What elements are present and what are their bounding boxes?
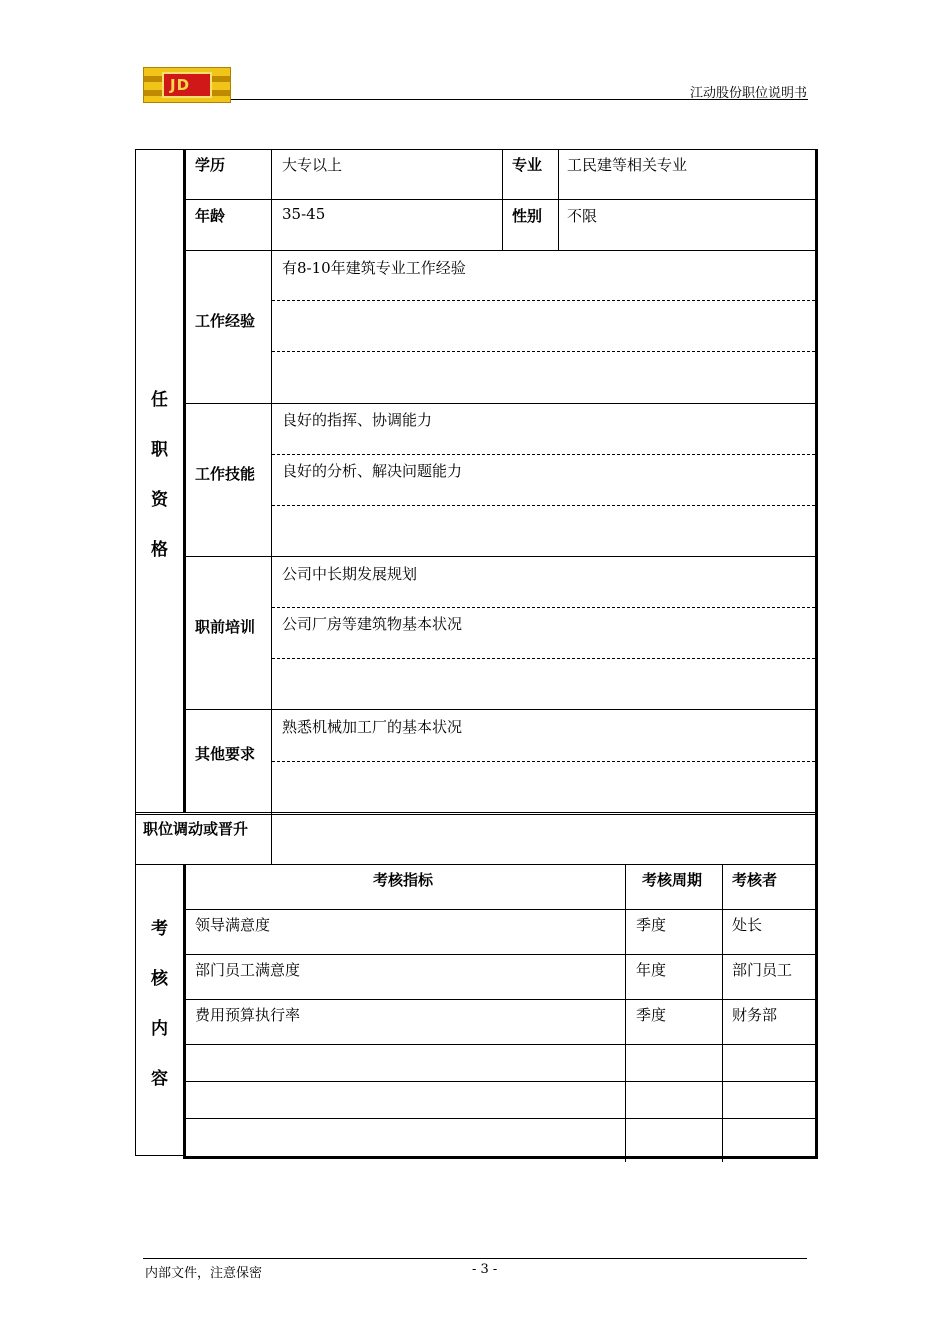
footer-note: 内部文件，注意保密 <box>145 1266 263 1281</box>
header-title: 江动股份职位说明书 <box>689 86 807 101</box>
table-cell-assessor: 部门员工 <box>732 961 793 979</box>
major-value: 工民建等相关专业 <box>567 156 688 174</box>
training-label: 职前培训 <box>195 618 256 636</box>
header-cycle: 考核周期 <box>642 871 703 889</box>
section-char: 任 <box>151 390 168 410</box>
table-cell-assessor: 财务部 <box>732 1006 778 1024</box>
section-char: 容 <box>151 1069 168 1089</box>
table-cell-cycle: 年度 <box>636 961 667 979</box>
skills-line: 良好的指挥、协调能力 <box>282 411 433 429</box>
company-logo <box>143 67 231 103</box>
gender-value: 不限 <box>567 207 598 225</box>
major-label: 专业 <box>512 156 543 174</box>
experience-label: 工作经验 <box>195 312 256 330</box>
education-label: 学历 <box>195 156 226 174</box>
section-char: 考 <box>151 919 168 939</box>
section-char: 内 <box>151 1019 168 1039</box>
experience-line: 有8-10年建筑专业工作经验 <box>282 259 466 277</box>
section-char: 核 <box>151 969 168 989</box>
other-label: 其他要求 <box>195 745 256 763</box>
age-value: 35-45 <box>282 205 326 223</box>
page-number: - 3 - <box>472 1262 498 1277</box>
footer-rule <box>143 1258 807 1259</box>
age-label: 年龄 <box>195 207 226 225</box>
table-cell-cycle: 季度 <box>636 916 667 934</box>
table-cell-assessor: 处长 <box>732 916 763 934</box>
header-assessor: 考核者 <box>732 871 778 889</box>
table-cell-indicator: 费用预算执行率 <box>195 1006 301 1024</box>
table-cell-indicator: 领导满意度 <box>195 916 271 934</box>
header-indicator: 考核指标 <box>373 871 434 889</box>
table-cell-cycle: 季度 <box>636 1006 667 1024</box>
training-line: 公司厂房等建筑物基本状况 <box>282 615 463 633</box>
training-line: 公司中长期发展规划 <box>282 565 418 583</box>
skills-line: 良好的分析、解决问题能力 <box>282 462 463 480</box>
transfer-label: 职位调动或晋升 <box>143 820 249 838</box>
skills-label: 工作技能 <box>195 465 256 483</box>
section-char: 职 <box>151 440 168 460</box>
other-line: 熟悉机械加工厂的基本状况 <box>282 718 463 736</box>
logo-mark: JD <box>170 76 191 94</box>
table-cell-indicator: 部门员工满意度 <box>195 961 301 979</box>
section-char: 资 <box>151 490 168 510</box>
education-value: 大专以上 <box>282 156 343 174</box>
gender-label: 性别 <box>512 207 543 225</box>
section-char: 格 <box>151 540 168 560</box>
